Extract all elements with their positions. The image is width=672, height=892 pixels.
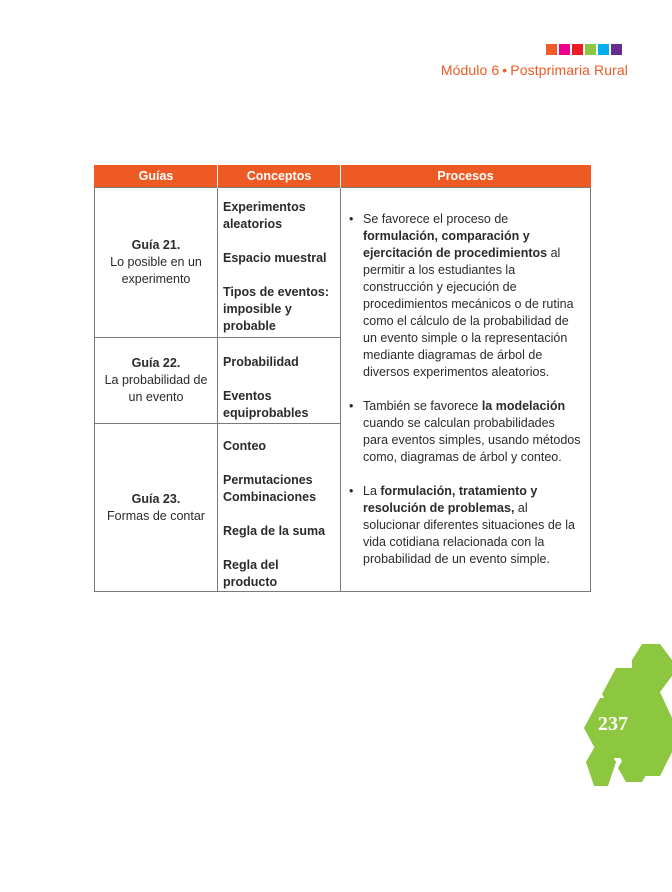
conceptos-cell	[218, 188, 341, 338]
guia-cell	[95, 424, 218, 592]
proceso-text: La	[363, 484, 381, 498]
color-square	[572, 44, 583, 55]
table-header-row	[95, 165, 591, 188]
proceso-bold: la modelación	[481, 399, 566, 413]
proceso-bold: formulación, comparación y ejercitación de procedimientos	[363, 229, 548, 260]
conceptos-cell	[218, 338, 341, 424]
proceso-text: al solucionar diferentes situaciones de la vida cotidiana relacionada con la probabilidad de un evento simple.	[363, 501, 575, 566]
guia-cell	[95, 188, 218, 338]
header-guias: Guías	[95, 165, 218, 188]
proceso-text: También se favorece	[363, 399, 482, 413]
concept: Regla de la suma	[223, 524, 326, 538]
guia-number: Guía 22.	[131, 356, 181, 370]
proceso-text: al permitir a los estudiantes la construcción y ejecución de procedimientos mecánicos o de rutina como el cálculo de la probabilidad de un evento simple o la representación mediante diagramas de árbol de diversos experimentos aleatorios.	[363, 246, 574, 379]
color-square	[585, 44, 596, 55]
table-row	[95, 188, 591, 338]
color-square	[546, 44, 557, 55]
color-square	[559, 44, 570, 55]
module-header	[441, 62, 628, 78]
proceso-item	[349, 483, 582, 568]
concept: Probabilidad	[223, 354, 299, 369]
bullet: •	[349, 484, 354, 498]
guia-number: Guía 21.	[131, 238, 181, 252]
proceso-text: Se favorece el proceso de	[363, 212, 509, 226]
header-bullet: •	[502, 62, 508, 78]
concept: Espacio muestral	[223, 250, 327, 265]
concept: Experimentos aleatorios	[223, 199, 306, 231]
proceso-bold: formulación, tratamiento y resolución de problemas,	[363, 484, 538, 515]
color-square	[611, 44, 622, 55]
header-conceptos: Conceptos	[218, 165, 341, 188]
proceso-text: cuando se calculan probabilidades para eventos simples, usando métodos como, diagramas de árbol y conteo.	[363, 416, 581, 464]
program-label: Postprimaria Rural	[510, 62, 628, 78]
bullet: •	[349, 212, 354, 226]
color-squares	[546, 44, 622, 55]
guia-title: Lo posible en un experimento	[110, 255, 202, 286]
color-square	[598, 44, 609, 55]
module-label: Módulo 6	[440, 62, 500, 78]
concept: Eventos equiprobables	[223, 388, 309, 420]
concept: Permutaciones	[223, 473, 313, 487]
concept: Combinaciones	[223, 490, 317, 504]
header-procesos: Procesos	[341, 165, 591, 188]
proceso-item	[349, 398, 582, 466]
guia-title: Formas de contar	[107, 508, 205, 523]
procesos-cell	[341, 188, 591, 592]
concept: Regla del producto	[223, 558, 279, 589]
guia-number: Guía 23.	[131, 491, 181, 506]
concept: Conteo	[223, 439, 267, 453]
proceso-item	[349, 211, 582, 381]
guia-cell	[95, 338, 218, 424]
guides-table	[94, 165, 591, 592]
page-number: 237	[598, 713, 628, 735]
guia-title: La probabilidad de un evento	[104, 373, 208, 404]
conceptos-cell	[218, 424, 341, 592]
concept: Tipos de eventos: imposible y probable	[223, 284, 330, 333]
bullet: •	[349, 399, 354, 413]
